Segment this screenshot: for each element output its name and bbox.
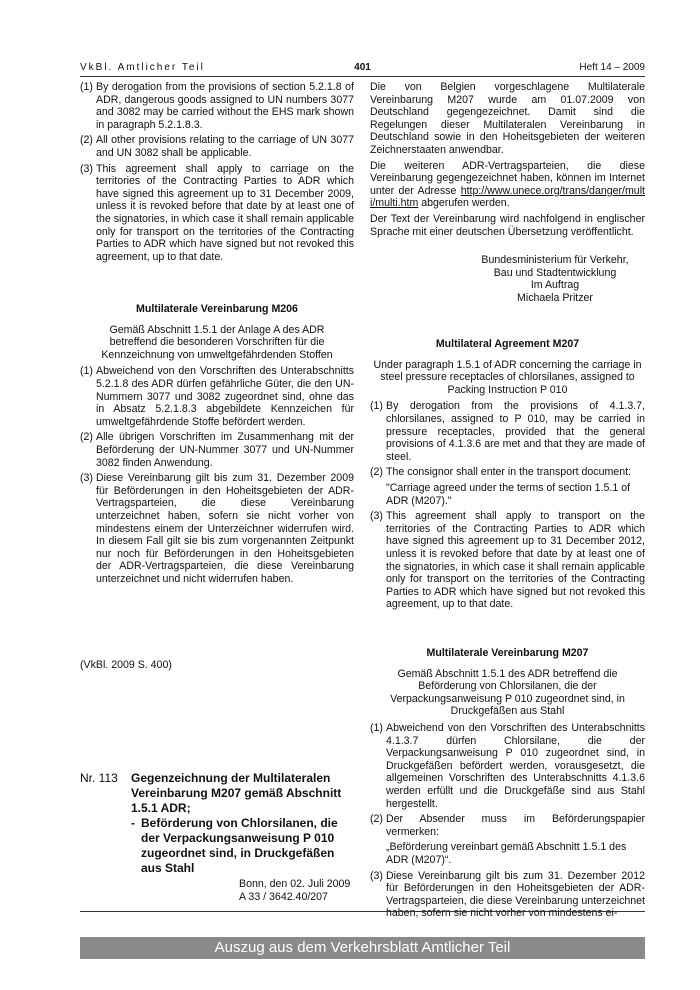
- page-header: [80, 62, 645, 75]
- m207-de-section: [370, 647, 645, 920]
- announcement-number: Nr. 113: [80, 771, 118, 785]
- list-item: (2) Alle übrigen Vorschriften im Zusammenhang mit der Beförderung der UN-Nummer 3077 und UN-Nummer 3082 finden Anwendung.: [80, 431, 354, 469]
- section-intro: Gemäß Abschnitt 1.5.1 des ADR betreffend die Beförderung von Chlorsilanen, die der Verpackungsanweisung P 010 zugeordnet sind, in Druckgefäßen aus Stahl: [390, 667, 625, 718]
- list-item: (3) Diese Vereinbarung gilt bis zum 31. Dezember 2012 für Beförderungen in den Hoheitsgebieten der ADR-Vertragsparteien, die diese Vereinbarung unterzeichnet haben, sofern sie nicht vorher von mindestens ei-: [370, 869, 645, 920]
- reference: (VkBl. 2009 S. 400): [80, 659, 172, 671]
- signature-block: Bundesministerium für Verkehr, Bau und Stadtentwicklung Im Auftrag Michaela Pritzer: [481, 254, 629, 304]
- section-title: Multilaterale Vereinbarung M207: [426, 647, 589, 659]
- announcement-title: Gegenzeichnung der Multilateralen Vereinbarung M207 gemäß Abschnitt 1.5.1 ADR;: [131, 771, 342, 815]
- m206-section: [80, 303, 354, 585]
- list-item: (1) Abweichend von den Vorschriften des Unterabschnitts 5.2.1.8 des ADR dürfen gefährliche Güter, die den UN-Nummern 3077 und 3082 zugeordnet sind, ohne das in Absatz 5.2.1.8.3 abgebildete Kennzeichen für umweltgefährdende Stoffe befördert werden.: [80, 365, 354, 428]
- bottom-rule: [80, 911, 645, 912]
- unece-link[interactable]: http://www.unece.org/trans/danger/multi/multi.htm: [370, 184, 645, 210]
- list-item: (1) By derogation from the provisions of 4.1.3.7, chlorsilanes, assigned to P 010, may be carried in pressure receptacles, provided that the general provisions of 4.1.3.6 are met and that they are made of steel.: [370, 400, 645, 463]
- list-item: (1) Abweichend von den Vorschriften des Unterabschnitts 4.1.3.7 dürfen Chlorsilane, die der Verpackungsanweisung P 010 zugeordnet sind, in Druckgefäßen befördert werden, vorausgesetzt, die allgemeinen Vorschriften des Unterabschnitts 4.1.3.6 werden erfüllt und die Druckgefäße sind aus Stahl hergestellt.: [370, 721, 645, 810]
- list-item: (2) All other provisions relating to the carriage of UN 3077 and UN 3082 shall be applicable.: [80, 134, 354, 159]
- issue-label: Heft 14 – 2009: [579, 62, 645, 73]
- section-intro: Gemäß Abschnitt 1.5.1 der Anlage A des ADR betreffend die besonderen Vorschriften für die Kennzeichnung von umweltgefährdenden Stoffen: [101, 323, 333, 361]
- journal-name: VkBl. Amtlicher Teil: [80, 62, 205, 73]
- m207-en-section: [370, 338, 645, 611]
- list-item: (3) Diese Vereinbarung gilt bis zum 31. Dezember 2009 für Beförderungen in den Hoheitsgebieten der ADR-Vertragsparteien, die diese Vereinbarung unterzeichnet haben, sofern sie nicht vorher von mindestens einem der Unterzeichner widerrufen wird. In diesem Fall gilt sie bis zum vorgenannten Zeitpunkt nur noch für Beförderungen in den Hoheitsgebieten der ADR-Vertragsparteien, die diese Vereinbarung unterzeichnet und nicht widerrufen haben.: [80, 472, 354, 585]
- intro-paragraph: Der Text der Vereinbarung wird nachfolgend in englischer Sprache mit einer deutschen Übersetzung veröffentlicht.: [370, 212, 645, 238]
- footer-banner: Auszug aus dem Verkehrsblatt Amtlicher Teil: [80, 937, 645, 959]
- header-rule: [80, 76, 645, 77]
- section-intro: Under paragraph 1.5.1 of ADR concerning the carriage in steel pressure receptacles of chlorsilanes, assigned to Packing Instruction P 010: [373, 358, 642, 396]
- list-item: (1) By derogation from the provisions of section 5.2.1.8 of ADR, dangerous goods assigned to UN numbers 3077 and 3082 may be carried without the EHS mark shown in paragraph 5.2.1.8.3.: [80, 81, 354, 131]
- file-reference: A 33 / 3642.40/207: [239, 890, 328, 903]
- list-item: (3) This agreement shall apply to carriage on the territories of the Contracting Parties to ADR which have signed this agreement up to 31 December 2009, unless it is revoked before that date by at least one of the signatories, in which case it shall remain applicable only for transport on the territories of the Contracting Parties to ADR which have signed but not revoked this agreement, up to that date.: [80, 162, 354, 263]
- place-date: Bonn, den 02. Juli 2009: [239, 878, 351, 890]
- section-title: Multilaterale Vereinbarung M206: [136, 303, 298, 315]
- section-title: Multilateral Agreement M207: [435, 338, 580, 350]
- right-intro: [370, 81, 645, 238]
- page-number: 401: [354, 62, 371, 73]
- announcement-subtitle: - Beförderung von Chlorsilanen, die der Verpackungsanweisung P 010 zugeordnet sind, in Druckgefäßen aus Stahl: [131, 816, 338, 875]
- left-en-items: [80, 81, 354, 263]
- list-item: (2) Der Absender muss im Beförderungspapier vermerken:: [370, 813, 645, 838]
- quoted-entry: "Carriage agreed under the terms of section 1.5.1 of ADR (M207).": [386, 481, 631, 507]
- intro-paragraph: Die weiteren ADR-Vertragsparteien, die diese Vereinbarung gegengezeichnet haben, können im Internet unter der Adresse http://www.unece.org/trans/danger/multi/multi.htm abgerufen werden.: [370, 159, 645, 210]
- quoted-entry: „Beförderung vereinbart gemäß Abschnitt 1.5.1 des ADR (M207)“.: [386, 841, 627, 866]
- list-item: (3) This agreement shall apply to transport on the territories of the Contracting Parties to ADR which have signed this agreement up to 31 December 2012, unless it is revoked before that date by at least one of the signatories, in which case it shall remain applicable only for transport on the territories of the Contracting Parties to ADR which have signed but not revoked this agreement, up to that date.: [370, 510, 645, 611]
- list-item: (2) The consignor shall enter in the transport document:: [370, 466, 631, 479]
- intro-paragraph: Die von Belgien vorgeschlagene Multilaterale Vereinbarung M207 wurde am 01.07.2009 von Deutschland gegengezeichnet. Damit sind die Regelungen dieser Multilateralen Vereinbarung in Deutschland sowie in den Hoheitsgebieten der weiteren Zeichnerstaaten anwendbar.: [370, 81, 645, 156]
- place-date-block: [239, 878, 359, 903]
